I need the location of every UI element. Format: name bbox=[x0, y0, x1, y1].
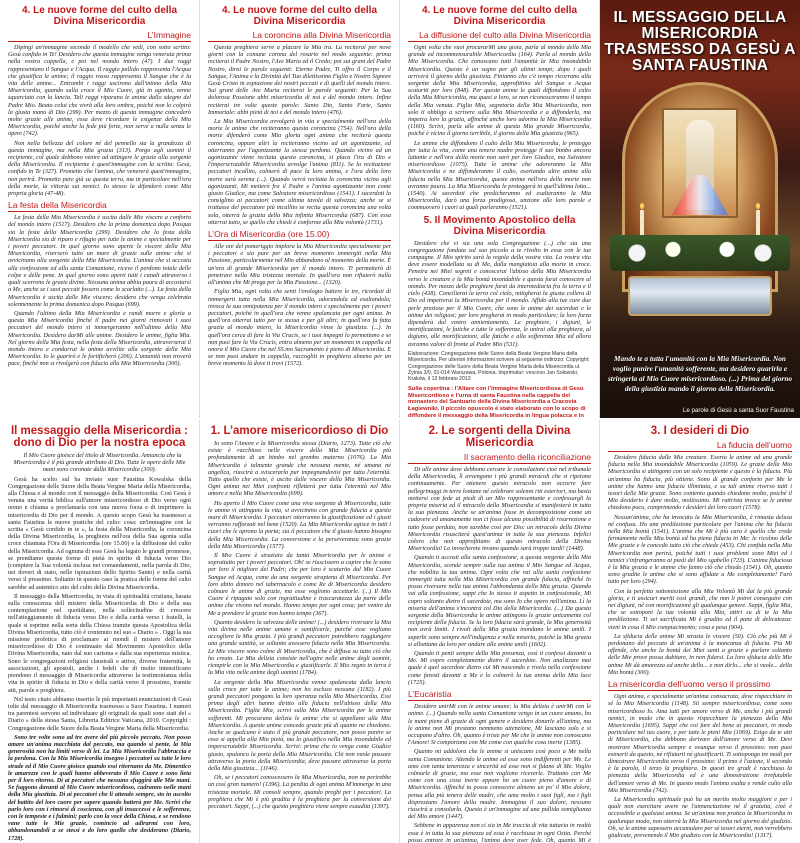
paragraph: Il Mio Cuore gioisce del titolo di Misericordia. Annuncia che la Misericordia è il più grande attributo di Dio. Tutte le opere delle Mie mani sono coronate dalla Misericordia (300). bbox=[13, 452, 186, 474]
paragraph: La Mia Misericordia avvolgerà in vita e specialmente nell'ora della morte le anime che reciteranno questa coroncina (754). Nell'ora della morte difenderò come Mia gloria ogni anima che reciterà questa coroncina, oppure altri la reciteranno vicino ad un agonizzante, ed otterranno per l'agonizzante la stessa perdono. Quando vicino ad un agonizzante viene recitata questa coroncina, si placa l'ira di Dio e l'imperscrutabile Misericordia avvolge l'anima (811). Se la recitazione peccatori incallito, colmerò di pace la loro anima, e l'ora della loro morte sarà serena (...). Quando verrà recitata la coroncina vicino agli agonizzanti, Mi metterò fra il Padre e l'anima agonizzante non come giusto Giudice, ma come Salvatore misericordioso (1541). I sacerdoti la consiglino ai peccatori come ultima tavola di salvezza; anche se si trattasse del peccatore più incallito se recita questa coroncina una volta sola, otterrà la grazia della Mia infinita Misericordia (687). Con essa otterrai tutto, se quello che chiedi è conforme alla Mia volontà (1731). bbox=[208, 118, 391, 226]
panel-text bbox=[8, 734, 191, 842]
paragraph: Quando l'ultimo della Mia Misericordia e randi morre e gloria a questa Mia Misericordia finché il padre nei giorni rinnovati i suoi peccatori del mondo intero si immergeranno nell'ultimo della Mia Misericordia. Desidero darMi alle anime. Desidero le anime, figlia Mia. Nel giorno della Mia festa, nella festa della Misericordia, attraverserai il mondo intero e condurrai le anime avvilite alla sorgente della Mia Misericordia. Io le guarirò e le fortificherò (206). L'umanità non troverà pace, finché non si rivolgerà con fiducia alla Mia Misericordia (300). bbox=[8, 309, 191, 368]
bottom-row bbox=[0, 420, 800, 843]
flame-icon bbox=[640, 203, 644, 209]
paragraph: Alle ore del pomeriggio implora la Mia Misericordia specialmente per i peccatori e sia pure per un breve momento immergiti nella Mia Passione, particolarmente nel Mio abbandono al momento della morte. È un'ora di grande Misericordia per il mondo intero. Ti permetterò di penetrare nella Mia tristezza mortale. In quell'ora non rifiuterò nulla all'anima che Mi prega per la Mia Passione... (1320). bbox=[208, 243, 391, 287]
paragraph: Sebbene in apparenza non ci sia in Me traccia di vita tuttavia in realtà essa è in tutta la sua pienezza ed essa è racchiusa in ogni Ostia. Perché possa entrare in un'anima, l'anima deve aver fede. Oh, quanto Mi è bbox=[408, 822, 591, 843]
panel-text bbox=[408, 703, 591, 843]
section-heading: L’Immagine bbox=[8, 30, 191, 42]
flowers-image bbox=[610, 235, 790, 271]
panel-text bbox=[8, 44, 191, 197]
paragraph: La festa della Mia Misericordia è uscita dalle Mie viscere a conforto del mondo intero (1517). Desidero che la prima domenica dopo Pasqua sia la festa della Misericordia (299). Desidero che la festa della Misericordia sia di riparo e rifugio per tutte le anime e specialmente per i poveri peccatori. In quel giorno sono aperte le viscere della Mia Misericordia, riverserò tutto un mare di grazie sulle anime che si avvicinano alla sorgente della Mia Misericordia. L'anima che si accosta alla confessione ed alla santa Comunione, riceve il perdono totale delle colpe e delle pene. In quel giorno sono aperti tutti i canali attraverso i quali scorrono le grazie divine. Nessuna anima abbia paura di accostarsi a Me, anche se i suoi peccati fossero come lo scarlatto (...). La festa della Misericordia è uscita dalle Mie viscere; desidero che venga celebrata solennemente la prima domenica dopo Pasqua (699). bbox=[8, 214, 191, 308]
paragraph: Quanto desidero la salvezza delle anime! (...) desidero riversare la Mia vita divina nelle anime umane e santificarle, purché esse vogliano accogliere la Mia grazia. I più grandi peccatori potrebbero raggiungere una grande santità, se soltanto avessero fiducia nella Mia Misericordia. Le Mie viscere sono colme di Misericordia, che è diffusa su tutto ciò che ho creato. La Mia delizia consiste nell'agire nelle anime degli uomini, riempirle con la Mia Misericordia e giustificarle. Il Mio regno in terra è la Mia vita nelle anime degli uomini (1784). bbox=[208, 618, 391, 677]
paragraph: Ogni anima, e specialmente un'anima consacrata, deve rispecchiare in sé la Mia Misericordia (1148). Sii sempre misericordiosa, come sono misericordioso Io. Ama tutti per amore verso di Me, anche i più grandi nemici, in modo che in questo rispecchiare la pienezza della Mia Misericordia (1695). Sappi che coi fare del bene ai peccatori, in modo particolare nel tuo cuore, e per tutte le pieni Mia (1069). Esigo da te atti di Misericordia, che debbono derivare dall'amore verso di Me. Devi mostrare Misericordia sempre e ovunque verso il prossimo: non puoi esimerti da questo, né rifiutarti né giustificarti. Ti sottopongo tre modi per dimostrare Misericordia verso il prossimo: il primo è l'azione, il secondo è la parola, il terzo la preghiera. In questi tre gradi è racchiusa la pienezza della Misericordia ed è una dimostrazione irrefutabile dell'amore verso di Me. In questo modo l'anima esalta e rende culto alla Mia Misericordia (742). bbox=[608, 693, 792, 794]
paragraph: Desidero unirMi con le anime umane; la Mia delizia è unirMi con le anime. (...) Quando nella santa Comunione vengo in un cuore umano, ho le mani piene di grazie di ogni genere e desidero donarle all'anima, ma le anime non Mi prestano nemmeno attenzione, Mi lasciano solo e si occupano d'altro. Oh, quanto è triste per Me che le anime non conoscano l'Amore! Si comportano con Me come con qualche cosa inerte (1385). bbox=[408, 703, 591, 747]
section-heading: La diffusione del culto alla Divina Misericordia bbox=[408, 30, 591, 42]
panel-message-intro bbox=[0, 420, 200, 843]
section-heading: La misericordia dell’uomo verso il prossimo bbox=[608, 679, 792, 691]
cover-title: IL MESSAGGIO DELLA MISERICORDIA TRASMESSO DA GESÙ A SANTA FAUSTINA bbox=[604, 9, 796, 74]
paragraph: Desidero fiducia dalle Mie creature. Esorta le anime ad una grande fiducia nella Mia insondabile Misericordia (1059). Le grazie della Mia Misericordia si attingono con un solo recipiente e questo è la fiducia. Più un'anima ha fiducia, più ottiene. Sono di grande conforto per Me le anime che hanno una fiducia illimitata, e su tali anime riverso tutti i tesori delle Mie grazie. Sono contento quando chiedono molto, poiché il Mio desiderio è dare molto, moltissimo. Mi rattrista invece se le anime chiedono poco, comprimendo i desideri dei loro cuori (1578). bbox=[608, 454, 792, 512]
paragraph: Dipingi un'immagine secondo il modello che vedi, con sotto scritto: Gesù confido in Te! Desidero che questa immagine venga venerata prima nella vostra cappella, e poi nel mondo intero (47). I due raggi rappresentano il Sangue e l'Acqua. Il raggio pallido rappresenta l'Acqua che giustifica le anime; il raggio rosso rappresenta il Sangue che è la vita delle anime... Entrambi i raggi uscirono dall'intimo della Mia Misericordia, quando sulla croce il Mio Cuore, già in agonia, venne squarciato con la lancia. Tali raggi riparano le anime dallo sdegno del Padre Mio. Beato colui che vivrà alla loro ombra, poiché non lo colpirà la giusta mano di Dio (299). Per mezzo di questa immagine concederò molte grazie alle anime, essa deve ricordare le esigenze della Mia Misericordia, poiché anche la fede più forte, non serve a nulla senza le opere (742). bbox=[8, 44, 191, 138]
section-heading: Il sacramento della riconciliazione bbox=[408, 452, 591, 464]
section-heading: La festa della Misericordia bbox=[8, 200, 191, 212]
paragraph: Il messaggio della Misericordia, in vista di spiritualità cristiana, basata sulla conoscenza dell mistero della Misericordia di Dio e della sua contemplazione nel quotidiano, nella sollecitudine di crescere nell'atteggiamento di fiducia verso Dio e della carità verso i fratelli, la quale si esprime nella sorta della Chiesa tramite questa Apostolica della Divina Misericordia, tutto ciò è contenuto nel suo « Diario » . Oggi la sua missione profetica di proclamare ai mondi il mistero dell'amore misericordioso di Dio è continuato dal Movimento Apostolico della Divina Misericordia, nato dal suo carisma e dalla sua esperienza mistica. Sono le congregazioni religiosi claustrali e attive, diverse fraternità, le associazioni, gli apostoli, anche i fedeli che di molto intensificano prendono il messaggio di Misericordia attraverso la testimonianza della vita in spirito di fiducia in Dio e della carità verso il prossimo, tramite atti, parole e preghiera. bbox=[8, 592, 191, 694]
panel-forms-diffusion bbox=[400, 0, 600, 418]
paragraph: Io sono l'Amore e la Misericordia stessa (Diario, 1273). Tutte ciò che esiste è racchiuso nelle viscere della Mia Misericordia più profondamente di un bimbo nel grembo materno (1076). La Mia Misericordia è talmente grande che nessuna mente, né umana né angelica, riuscirà a sviscerarla pur impegnandovisi per tutta l'eternità. Tutto quello che esiste, è uscito dalle viscere della Mia Misericordia. Ogni anima nei Miei confronti rifletterà per tutta l'eternità nel Mio amore e nella Mia Misericordia (699). bbox=[208, 440, 391, 498]
paragraph: Gesù ha scelto sul ha inviato suor Faustina Kowalska della Congregazione delle Suore della Beata Vergine Maria della Misericordia, alla Chiesa e al mondo con il messaggio della Misericordia. Così Gesù è venuta una verità biblica sull'amore misericordioso di Dio verso ogni uomo e chiama a proclamarla con una nuova forza e di imprimere la misericordia di Dio per il mondo. A questo scopo Gesù ha trasmesso a santa Faustina le nuove pratiche del culto: cosa: un'immagine con la scritta « Gesù confido in te », la festa della Misericordia, la coroncina della Divina Misericordia, la preghiera nell'ora della Sua agonia sulla croce chiamata l'Ora di Misericordia (ore 15.00) e la diffusione del culto della Misericordia. Ad ognuna di esse Gesù ha legato le grandi promesse, se prendiamo queste forme di pietà in spirito di fiducia verso Dio (compiere la Sua volontà inclusa nei comandamenti, nella parola di Dio, nei doveri di stato, nelle ispirazioni dello Spirito Santo) e nella carità verso il prossimo. Soltanto in questo caso la pratica delle forme del culto sarebbe ad autentico atto del culto della Divina Misericordia. bbox=[8, 475, 191, 591]
paragraph: Le anime che diffondono il culto della Mia Misericordia, le proteggo per tutta la vita, come una tenera madre protegge il suo bimbo ancora lattante e nell'ora della morte non sarò per loro Giudice, ma Salvatore misericordioso (1075). Tutte le anime che adoreranno la Mia Misericordia e ne diffonderanno il culto, esortando altre anime alla fiducia nella Mia Misericordia, queste anime nell'ora della morte non avranno paura. La Mia Misericordia le proteggerà in quell'ultima lotta... (1540). Ai sacerdoti che predicheranno ed esalteranno la Mia Misericordia, darò una forza prodigiosa, unzione alle loro parole e commuoverò i cuori ai quali parleranno (1521). bbox=[408, 139, 591, 212]
paragraph: Non nella bellezza del colore né del pennello sta la grandezza di questa immagine, ma nella Mia grazia (313). Porgo agli uomini il recipiente, col quale debbono venire ad attingere le grazie alla sorgente della Misericordia. Il recipiente è quest'immagine con la scritta: Gesù, confido in Te (327). Prometto che l'anima, che venererà quest'immagine, non perirà. Prometto pure già su questa terra, ma in particolare nell'ora della morte, la vittoria sui nemici. Io stesso la difenderò come Mia propria gloria (47-48). bbox=[8, 139, 191, 198]
paragraph: Nessun'anima, che ha invocato la Mia Misericordia, è rimasta delusa né confusa. Ho una predilezione particolare per l'anima che ha fiducia nella Mia bontà (1541). L'anima che Mi è più cara è quella che crede fermamente nella Mia bontà ed ha piena fiducia in Me: le ricolmo delle Mie grazie e le concedo tutto ciò che chiede (453). Chi confida nella Mia Misericordia non perirà, poiché tutti i suoi problemi sono Miei ed i nemici s'infrangeranno ai piedi del Mio sgabello (723). L'anima fiduciosa è la Mia grazia e le anime che fanno ciò che chiedo (1541). Oh, quanto sono gradite le anime che si sono affidate a Me completamente! Farò tutto per loro (294). bbox=[608, 513, 792, 586]
panel-title: Il messaggio della Misericordia : dono di Dio per la nostra epoca bbox=[10, 425, 189, 449]
panel-text bbox=[408, 44, 591, 212]
panel-text bbox=[8, 214, 191, 367]
panel-title: 4. Le nuove forme del culto della Divina Misericordia bbox=[21, 5, 178, 27]
panel-forms-image bbox=[0, 0, 200, 418]
paragraph: Nel testo citato abbiamo inserito le più importanti enunciazioni di Gesù tolte dal messaggio di Misericordia trasmesso a Suor Faustina. I numeri tra parentesi servono ad individuare gli originali da quali sono stati del « Diario » della stessa Santa, Libreria Editrice Vaticana, 2010. Copyright : Congregazione delle Suore della Beata Vergine Maria della Misericordia. bbox=[8, 695, 191, 732]
paragraph: Quando ti penti sempre della Mia presenza, così ti confessi davanti a Me. Mi copro completamente dietro il sacerdote. Non analizzare mai quale è quel sacerdote dietro cui Mi nascondo e rivela nella confessione come faresti davanti a Me e lo colmerò la tua anima della Mia luce (1725). bbox=[408, 650, 591, 686]
panel-text bbox=[408, 466, 591, 686]
paragraph: Di alle anime dove debbono cercare le consolazioni cioè nel tribunale della Misericordia, lì avvengono i più grandi miracoli che si ripetono continuamente. Per ottenere questo miracolo non occorre fare pellegrinaggi in terre lontane né celebrare solenni riti esteriori, ma basta mettersi con fede ai piedi di un Mio rappresentante e confessargli la propria miseria ed il miracolo della Misericordia si manifesterà in tutta la sua pienezza. Anche se un'anima fosse in decomposizione come un cadavere ed umanamente non ci fosse alcuna possibilità di risurrezione e tutto fosse perduto, non sarebbe così per Dio: un miracolo della Divina Misericordia risusciterà quest'anima in tutta la sua pienezza. Infelici coloro che non approfittano di questo miracolo della Divina Misericordia! Lo invocherete invano quando sarà troppo tardi! (1448). bbox=[408, 466, 591, 553]
paragraph: Questa preghiera serve a placare la Mia ira. La reciterai per nove giorni con la comune corona del rosario nel modo seguente: prima reciterai il Padre Nostro, l'Ave Maria ed il Credo; poi sui grani del Padre Nostro, dirai le parole seguenti: Eterno Padre, Ti offro il Corpo e il Sangue, l'Anima e la Divinità del Tuo dilettissimo Figlio e Nostro Signore Gesù Cristo in espiazione dei nostri peccati e di quelli del mondo intero. Sui grani delle Ave Maria reciterai le parole seguenti: Per la Sua dolorosa Passione abbi misericordia di noi e del mondo intero. Infine reciterai tre volte queste parole: Santo Dio, Santo Forte, Santo Immortale: abbi pietà di noi e del mondo intero (476). bbox=[208, 44, 391, 116]
section-title: 5. Il Movimento Apostolico della Divina Misericordia bbox=[423, 214, 576, 237]
panel-title: 3. I desideri di Dio bbox=[650, 425, 750, 437]
panel-title: 2. Le sorgenti della Divina Misericordia bbox=[428, 425, 571, 449]
panel-title: 1. L’amore misericordioso di Dio bbox=[210, 425, 389, 437]
panel-text bbox=[208, 440, 391, 810]
flame-icon bbox=[756, 203, 760, 209]
paragraph: Figlia Mia, ogni volta che senti l'orologio battere le tre, ricordati di immergerti tutta nella Mia Misericordia, adorandola ed esaltandola; invoca la sua onnipotenza per il mondo intero e specialmente per i poveri peccatori, poiché in quell'ora che venne spalancata per ogni anima. In quell'ora otterrai tutto per te stessa e per gli altri; in quell'ora fu fatta grazia al mondo intero, la Misericordia vinse la giustizia. (...). In quell'ora cerca di fare la Via Crucis, se i tuoi impegni lo permettono e se non puoi fare la Via Crucis, entra almeno per un momento in cappella ed onora il Mio Cuore che nel SS.mo Sacramento è pieno di Misericordia. E se non puoi andare in cappella, raccogliti in preghiera almeno per un breve momento là dove ti trovi (1572). bbox=[208, 288, 391, 368]
paragraph: Il Mio Cuore è straziato da tanta Misericordia per le anime e soprattutto per i poveri peccatori. Oh! se riuscissero a capire che le sono per loro il migliore dei Padri; che per loro è scaturito dal Mio Cuore Sangue ed Acqua, come da una sorgente strapiena di Misericordia. Per loro abito dimoro nel tabernacolo e come Re di Misericordia desidero colmare le anime di grazie, ma esse vogliono accettarle. (...) Il Mio Cuore è ripagato solo con ingratitudine e trascuratezza da parte delle anime che vivono nel mondo. Hanno tempo per ogni cosa; per venire da Me a prendere le grazie non hanno tempo (367). bbox=[208, 552, 391, 617]
cover-quote: Mando te a tutta l'umanità con la Mia Misericordia. Non voglio punire l'umanità sofferente, ma desidero guarirla e stringerla al Mio Cuore misericordioso. (...) Prima del giorno della giustizia mando il giorno della Misericordia. bbox=[607, 354, 793, 393]
panel-text bbox=[608, 454, 792, 676]
paragraph: Desidero che vi sia una sola Congregazione (...) che sia una congregazione fondata sul suo piccolo a te rivolto in essa con le tue compagne. Il Mio spirito sarà la regola della vostra vita. La vostra vita deve essere modellata su di Me, dalla mangiatoia alla morte in croce. Penetra nei Miei segreti e conoscerai l'abisso della Mia Misericordia verso le creature e la Mia bontà insondabile e questa farai conoscere al mondo. Per mezzo delle preghiere farai da intermediaria fra la terra e il cielo (438). Concilierai la terra col cielo, mitigherai la giusta collera di Dio ed impetrerai la Misericordia per il mondo. Affido alla tue cure due perle preziose per il Mio Cuore, che sono le anime dei sacerdoti e le anime dei religiosi; per loro pregherai in modo particolare; la loro forza dipenderà dal vostro annientamento. Le preghiere, i digiuni, le mortificazioni, le fatiche e tutte le sofferenze, le unirai alla preghiera, al digiuno, alle mortificazioni, alle fatiche e alla sofferenza Mia ed allora avranno valore di fronte al Padre Mio (531). bbox=[408, 239, 591, 348]
top-row bbox=[0, 0, 800, 418]
reliquary-urn-image bbox=[628, 276, 772, 316]
section-heading: La coroncina alla Divina Misericordia bbox=[208, 30, 391, 42]
section-heading: L’Eucaristia bbox=[408, 689, 591, 701]
paragraph: La sorgente della Mia Misericordia venne spalancata dalla lancia sulla croce per tutte le anime; non ho escluso nessuna (1182). I più grandi peccatori pongano la loro speranza nella Mia Misericordia. Essi prima degli altri hanno diritto alla fiducia nell'abisso della Mia Misericordia. Figlia Mia, scrivi sulla Mia Misericordia per le anime sofferenti. Mi procurano delizia le anime che si appellano alla Mia Misericordia. A queste anime concedo grazie più di quante ne chiedono. Anche se qualcuno è stato il più grande peccatore, non posso punire se esso si appella alla Mia pietà, ma lo giustifico nella Mia insondabile ed imperscrutabile Misericordia. Scrivi: prima che io venga come Giudice giusto, spalanco la porta della Mia Misericordia. Chi non vuole passare attraverso la porta della Misericordia, deve passare attraverso la porta della Mia giustizia... (1146). bbox=[208, 678, 391, 772]
panel-text bbox=[408, 240, 591, 348]
paragraph: Quanto mi addolora che le anime si uniscano così poco a Me nella santa Comunione. Attendo le anime ed esse sono indifferenti per Me. Le amo con tanta tenerezza e sincerità ed esse non si fidano di Me. Voglio colmarle di grazie, ma esse non vogliono riceverle. Trattano con Me come con una cosa inerte eppure ho un cuore pieno d'amore e di Misericordia. Affinché tu possa conoscere almeno un po' il Mio dolore, pensa alla più tenera delle madri, che ama molto i suoi figli, ma i figli disprezzano l'amore della madre. Immagina il suo dolore, nessuno riuscirà a consolarla. Questa è un'immagine ed una pallida somiglianza del Mio amore (1447). bbox=[408, 748, 591, 821]
cover-panel bbox=[600, 0, 800, 418]
panel-sources bbox=[400, 420, 600, 843]
paragraph: Oh, se i peccatori conoscessero la Mia Misericordia, non ne perirebbe un così gran numero! (1396). La perdita di ogni anima M'immerge in una tristezza mortale. Mi consoli sempre, quando preghi per i peccatori. La preghiera che Mi è più gradita è la preghiera per la conversione dei peccatori. Sappi, (...) che questa preghiera viene sempre esaudita (1397). bbox=[208, 774, 391, 810]
cover-attribution: Le parole di Gesù a santa Suor Faustina bbox=[682, 407, 794, 414]
candle-image bbox=[640, 210, 644, 236]
panel-text bbox=[8, 452, 191, 474]
paragraph: Sono tre volte sono ad tre avere del più piccolo peccato. Non posso amare un'anima macchiata dal peccato, ma quando si pente, la Mia generosità non ha limiti verso di lei. La Mia Misericordia l'abbraccia e la perdona. Con la Mia Misericordia insegno i peccatori su tutte le loro strade ed il Mio Cuore gioisce quando essi ritornano da Me. Dimentico le amarezze con le quali hanno abbeverato il Mio Cuore e sono lieta per il loro ritorno. Di ai peccatori che nessuno sfuggirà alle Mie mani. Se fuggono davanti al Mio Cuore misericordioso, cadranno nelle mani della Mia giustizia. Di ai peccatori che li attendo sempre, sto in ascolto del battito del loro cuore per sapere quando batterà per Me. Scrivi che parlo loro con i rimorsi di coscienza, con gli insuccessi e le sofferenze, con le tempeste e i fulmini; parlo con la voce della Chiesa, e se rendono vane tutte le Mie grazie, comincio ad adirarmi con loro, abbandonandoli a se stessi e do loro quello che desiderano (Diario, 1728). bbox=[8, 733, 191, 842]
paragraph: Ogni volta che vuoi procurarMi una gioia, parla al mondo della Mia grande ed incommensurabile Misericordia (164). Parla al mondo della Mia Misericordia. Che conoscano tutti l'umanità la Mia insondabile Misericordia. Questo è un segno per gli ultimi tempi; dopo i quali arriverà il giorno della giustizia. Finianno che c'è tempo ricorrano alla sorgente della Mia Misericordia, approfittino del Sangue e Acqua scaturiti per loro (848). Per queste anime le quali diffondono il culto della Mia Misericordia, ma quasi a loro, se non riconosceranno il tempo della Mia venuta. Figlia Mia, segretaria della Mia Misericordia, non solo ti obbligo a scrivere sulla Mia Misericordia e a diffonderla, ma impetra loro la grazia, affinché anche loro adorino la Mia Misericordia (1160). Scrivi, parla alle anime di questa Mia grande Misericordia, poiché è vicino il giorno terribile, il giorno della Mia giustizia (965). bbox=[408, 44, 591, 138]
paragraph: La Misericordia spirituale può ha un merito molto maggiore e per i quali non esercitare avere ne l'annunciazione né il gratuita, cioè è accessibile a qualsiasi anima. Se un'anima non pratica la Misericordia in qualunque modo, non otterrà la Mia Misericordia nel giorno del giudizio. Oh, se le anime sapessero accumulare per sé tesori eterni, non verrebbero giudicate, prevenendo il Mio giudizio con la Misericordia! (1317). bbox=[608, 795, 792, 839]
section-heading: L’Ora di Misericordia (ore 15.00) bbox=[208, 229, 391, 241]
panel-text bbox=[608, 693, 792, 839]
paragraph: La sfiducia delle anime Mi strazia le viscere (50). Ciò che più Mi è perdonano del peccato di un'anima è la mancanza di fiducia. Più Mi offende, che anche la bontà dei Miei santi a grazie e parlare soltanto delle Mie prove possa dubitare, in non fidarsi. La loro sfiducia delle Mie anime Mi dà amarezza ed anche dello... e non dirlo... che si vuole... della Mia bontà (300). bbox=[608, 632, 792, 676]
cover-note: Sulla copertina : l’Altare con l’Immagine Misericordiosa di Gesù Misericordioso e l’urna di santa Faustina nella cappella del monastero del Santuario della Divina Misericordia a Cracovia Łagiewniki. Il piccolo opuscolo è stato elaborato con lo scopo di diffondere il messaggio della Misericordia in lingua polacca e in bbox=[408, 385, 586, 418]
panel-title: 4. Le nuove forme del culto della Divina Misericordia bbox=[221, 5, 378, 27]
credits-text: Elaborazione: Congregazione delle Suore della Beata Vergine Maria della Misericordia. Per ulteriori informazioni scrivere al seguente indirizzo: Copyright: Congregazione delle Suore della Beata Vergine Maria della Misericordia ul. Żytnia 3/9, 01-014 Warszawa, Polonia. Imprimatur: vescovo Jan Sołowski, Kraków, il 12 febbraio 2013 bbox=[408, 350, 590, 383]
candle-image bbox=[756, 210, 760, 236]
paragraph: Quando ti accosti alla santa confessione, a questa sorgente della Mia Misericordia, scende sempre sulla tua anima il Mio Sangue ed Acqua, che nobilita la tua anima. Ogni volta che vai alla santa confessione immergiti tutta nella Mia Misericordia con grande fiducia, affinché Io possa riversare nella tua anima l'abbondanza della Mia grazia. Quando vai alla confessione, sappi che Io stesso ti aspetto in confessionale, Mi copro soltanto dietro il sacerdote, ma sono Io che opero nell'anima. Lì la miseria dell'anima s'incontra col Dio della Misericordia. (...) Da questa sorgente della Misericordia le anime attingono le grazie unicamente col recipiente della fiducia. Se la loro fiducia sarà grande, la Mia generosità non avrà limiti. I rivoli della Mia grazia inondano le anime umili. I superbi sono sempre nell'indigenza e nella miseria, poiché la Mia grazia si allontana da loro per andare alle anime umili (1602). bbox=[408, 554, 591, 648]
section-heading: La fiducia dell’uomo bbox=[608, 440, 792, 452]
panel-forms-chaplet bbox=[200, 0, 400, 418]
panel-text bbox=[208, 243, 391, 367]
panel-text bbox=[8, 476, 191, 732]
panel-merciful-love bbox=[200, 420, 400, 843]
panel-title: 4. Le nuove forme del culto della Divina Misericordia bbox=[421, 5, 578, 27]
paragraph: Con la perfetta sottomissione alla Mia Volontà Mi dai la più grande gloria, e ti assicuri meriti così grandi, che non li potrei conseguire con nei digiuni, né con mortificazioni gli qualunque genere. Sappi, figlia Mia, che se sottoponi la tua volontà alla Mia, attiri su di te la Mia predilezione. Ti sei sacrificata Mi è gradito ed il pane di delicatezza: vieni in cosa il Mio compiacimento; cosa e pesa (904). bbox=[608, 587, 792, 631]
panel-desires bbox=[600, 420, 800, 843]
paragraph: Ho aperto il Mio Cuore come una viva sorgente di Misericordia, tutte le anime vi attingano la vita, si avvicinino con grande fiducia a questo mare di Misericordia. I peccatori otterranno la giustificazione ed i giusti verranno rafforzati nel bene (1520). La Mia Misericordia agisce in tutti i cuori che le aprono la porta; sia il peccatore che il giusto hanno bisogno della Mia Misericordia. La conversione e la perseveranza sono grazie della Mia Misericordia (1577). bbox=[208, 499, 391, 550]
panel-text bbox=[208, 44, 391, 226]
